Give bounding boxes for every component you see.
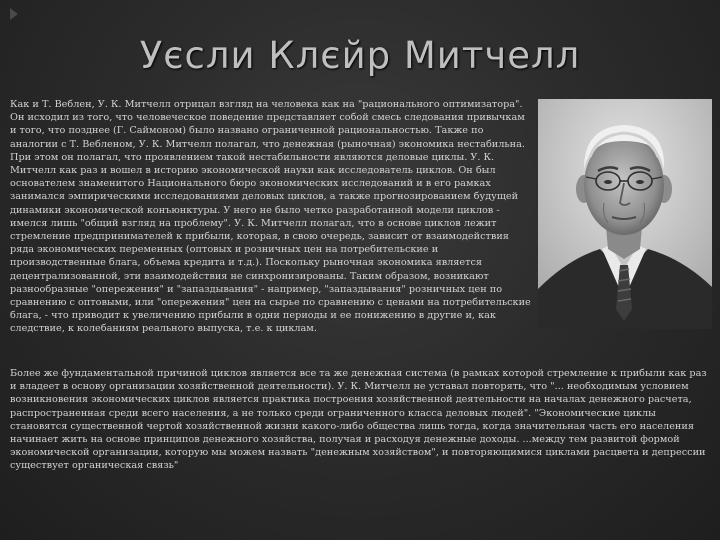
portrait-photo (538, 99, 712, 329)
corner-triangle-icon (10, 8, 18, 20)
slide-title: Уєсли Клєйр Митчелл (139, 34, 581, 77)
body-paragraph-2: Более же фундаментальной причиной циклов является все та же денежная система (в рамках которой стремление к прибыли как раз и владеет в основу организации хозяйственной деятельности). У. К. Митчелл не уставал повторять, что "... необходимым условием возникновения экономических циклов является практика построения хозяйственной деятельности на началах денежного расчета, распространенная среди всего населения, а не только среди ограниченного класса деловых людей". "Экономические циклы становятся существенной чертой хозяйственной жизни какого-либо общества лишь тогда, когда значительная часть его населения начинает жить на основе принципов денежного хозяйства, получая и расходуя денежные доходы. ...между тем развитой формой экономической организации, которую мы можем назвать "денежным хозяйством", и повторяющимися циклами расцвета и депрессии существует органическая связь" (10, 368, 707, 472)
body-paragraph-1: Как и Т. Веблен, У. К. Митчелл отрицал взгляд на человека как на "рационального оптимизатора". Он исходил из того, что человеческое поведение представляет собой смесь следования привычкам и того, что позднее (Г. Саймоном) было названо ограниченной рациональностью. Также по аналогии с Т. Вебленом, У. К. Митчелл полагал, что денежная (рыночная) экономика нестабильна. При этом он полагал, что проявлением такой нестабильности являются деловые циклы. У. К. Митчелл как раз и вошел в историю экономической науки как исследователь циклов. Он был основателем знаменитого Национального бюро экономических исследований и в его рамках занимался эмпирическими исследованиями деловых циклов, а также прогнозированием будущей динамики экономической конъюнктуры. У него не было четко разработанной модели циклов - имелся лишь "общий взгляд на проблему". У. К. Митчелл полагал, что в основе циклов лежит стремление предпринимателей к прибыли, которая, в свою очередь, зависит от взаимодействия ряда экономических переменных (оптовых и розничных цен на потребительские и производственные блага, объема кредита и т.д.). Поскольку рыночная экономика является децентрализованной, эти взаимодействия не синхронизированы. Таким образом, возникают разнообразные "опережения" и "запаздывания" - например, "запаздывания" розничных цен по сравнению с оптовыми, или "опережения" цен на сырье по сравнению с ценами на потребительские блага, - что приводит к увеличению прибыли в одни периоды и ее понижению в другие и, как следствие, к колебаниям реального выпуска, т.е. к циклам. (10, 99, 531, 335)
